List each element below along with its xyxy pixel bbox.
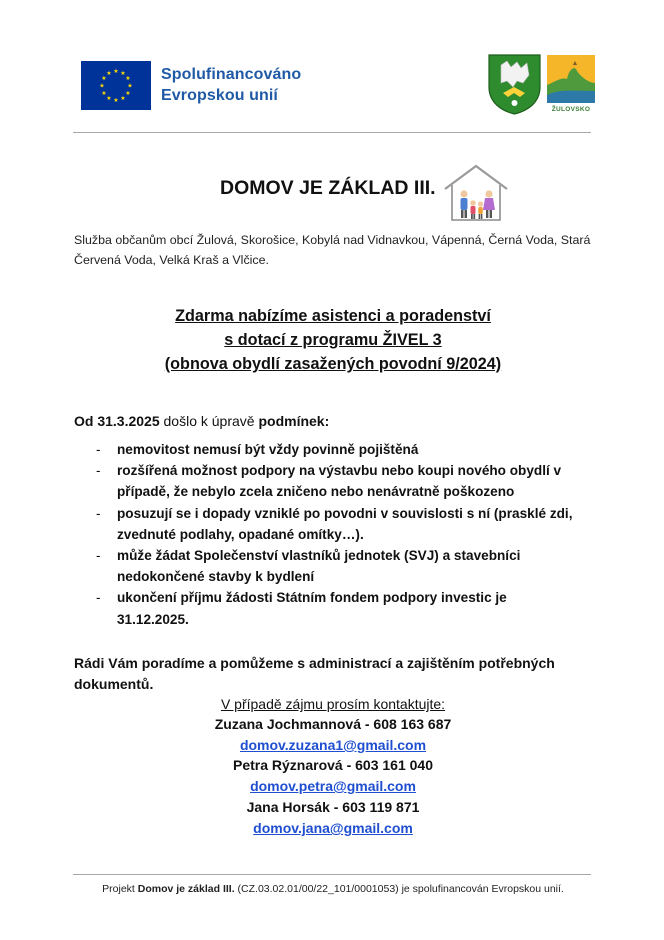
footer-text [74, 883, 592, 895]
header-divider [73, 132, 591, 133]
svg-text:★: ★ [120, 95, 126, 102]
svg-text:★: ★ [113, 97, 119, 104]
svg-text:★: ★ [99, 82, 105, 90]
list-item [96, 460, 576, 502]
headline-line-2: s dotací z programu ŽIVEL 3 [224, 331, 442, 349]
list-item-text: ukončení příjmu žádosti Státním fondem podpory investic je 31.12.2025. [117, 590, 507, 627]
conditions-list [96, 439, 576, 630]
svg-text:★: ★ [106, 95, 112, 102]
svg-text:★: ★ [106, 70, 112, 77]
contact-email-row [74, 776, 592, 796]
svg-text:★: ★ [127, 82, 133, 90]
list-marker: - [96, 590, 101, 606]
email-link-jana[interactable]: domov.jana@gmail.com [253, 820, 413, 836]
list-marker: - [96, 463, 101, 479]
list-marker: - [96, 442, 101, 457]
list-item-text: rozšířená možnost podpory na výstavbu nebo koupi nového obydlí v případě, že nebylo zcela zničeno nebo nenávratně poškozeno [117, 463, 562, 500]
svg-text:★: ★ [101, 90, 107, 97]
contact-name-zuzana: Zuzana Jochmannová - 608 163 687 [214, 716, 452, 732]
svg-text:★: ★ [113, 68, 119, 75]
contact-heading: V případě zájmu prosím kontaktujte: [220, 696, 446, 712]
eu-cofinanced-label: Spolufinancováno [161, 66, 302, 83]
list-marker: - [96, 548, 101, 564]
contact-email-row [74, 818, 592, 838]
family-house-icon [442, 163, 510, 223]
municipal-crest-icon [487, 53, 542, 115]
list-item-text: může žádat Společenství vlastníků jednotek (SVJ) a stavebníci nedokončené stavby k bydlení [117, 548, 521, 585]
zulovsko-logo-icon [547, 55, 595, 103]
svg-text:★: ★ [120, 70, 126, 77]
list-item [96, 503, 576, 545]
list-item-text: posuzují se i dopady vzniklé po povodni v souvislosti s ní (prasklé zdi, zvednuté podlahy, opadané omítky…). [117, 505, 573, 542]
contact-email-row [74, 735, 592, 755]
zulovsko-logo-label: ŽULOVSKO [551, 106, 591, 113]
list-item-text: nemovitost nemusí být vždy povinně pojištěná [117, 442, 419, 457]
list-marker: - [96, 505, 101, 521]
help-offer-text: Rádi Vám poradíme a pomůžeme s administrací a zajištěním potřebných dokumentů. [74, 655, 555, 692]
conditions-keyword: podmínek: [258, 413, 330, 429]
email-link-petra[interactable]: domov.petra@gmail.com [250, 778, 416, 794]
page-title: DOMOV JE ZÁKLAD III. [220, 177, 436, 199]
contact-name-petra: Petra Rýznarová - 603 161 040 [232, 757, 433, 773]
contact-name-jana: Jana Horsák - 603 119 871 [246, 799, 420, 815]
footer-prefix: Projekt [102, 883, 138, 895]
conditions-date: Od 31.3.2025 [74, 413, 160, 429]
headline-line-1: Zdarma nabízíme asistenci a poradenství [175, 307, 491, 325]
conditions-intro [74, 413, 329, 429]
footer-divider [73, 874, 591, 875]
footer-project-name: Domov je základ III. [137, 883, 235, 895]
email-link-zuzana[interactable]: domov.zuzana1@gmail.com [239, 737, 427, 753]
list-item [96, 587, 576, 629]
list-item [96, 439, 576, 460]
eu-union-label: Evropskou unií [161, 87, 278, 104]
service-intro-text: Služba občanům obcí Žulová, Skorošice, Kobylá nad Vidnavkou, Vápenná, Černá Voda, Stará Červená Voda, Velká Kraš a Vlčice. [74, 233, 591, 267]
list-item [96, 545, 576, 587]
footer-suffix: (CZ.03.02.01/00/22_101/0001053) je spolufinancován Evropskou unií. [234, 883, 564, 895]
svg-text:★: ★ [125, 75, 131, 82]
headline-line-3: (obnova obydlí zasažených povodní 9/2024) [164, 355, 502, 373]
conditions-intro-text: došlo k úpravě [159, 413, 259, 429]
svg-text:★: ★ [101, 75, 107, 82]
eu-flag-icon [81, 61, 151, 110]
svg-text:★: ★ [125, 90, 131, 97]
